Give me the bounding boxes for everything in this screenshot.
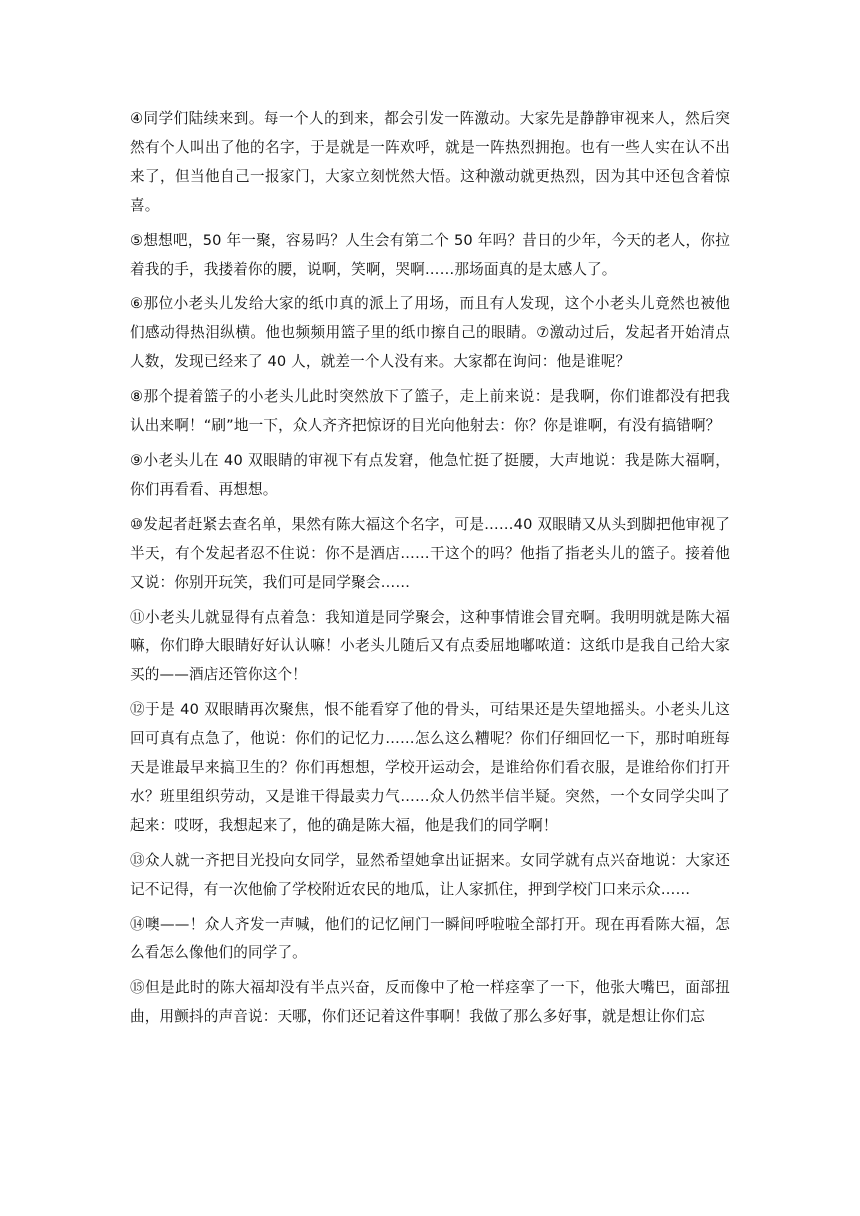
document-body [130,105,730,1038]
paragraph-6-7: ⑥那位小老头儿发给大家的纸巾真的派上了用场，而且有人发现，这个小老头儿竟然也被他们感动得热泪纵横。他也频频用篮子里的纸巾擦自己的眼睛。⑦激动过后，发起者开始清点人数，发现已经来了 40 人，就差一个人没有来。大家都在询问：他是谁呢？ [130,295,730,371]
paragraph-9: ⑨小老头儿在 40 双眼睛的审视下有点发窘，他急忙挺了挺腰，大声地说：我是陈大福啊，你们再看看、再想想。 [130,451,730,498]
paragraph-4: ④同学们陆续来到。每一个人的到来，都会引发一阵激动。大家先是静静审视来人，然后突然有个人叫出了他的名字，于是就是一阵欢呼，就是一阵热烈拥抱。也有一些人实在认不出来了，但当他自己一报家门，大家立刻恍然大悟。这种激动就更热烈，因为其中还包含着惊喜。 [130,110,730,214]
paragraph-14: ⑭噢——！众人齐发一声喊，他们的记忆闸门一瞬间呼啦啦全部打开。现在再看陈大福，怎么看怎么像他们的同学了。 [130,915,730,962]
paragraph-15: ⑮但是此时的陈大福却没有半点兴奋，反而像中了枪一样痉挛了一下，他张大嘴巴，面部扭曲，用颤抖的声音说：天哪，你们还记着这件事啊！我做了那么多好事，就是想让你们忘 [130,979,730,1026]
paragraph-11: ⑪小老头儿就显得有点着急：我知道是同学聚会，这种事情谁会冒充啊。我明明就是陈大福嘛，你们睁大眼睛好好认认嘛！小老头儿随后又有点委屈地嘟哝道：这纸巾是我自己给大家买的——酒店还管你这个！ [130,608,730,684]
paragraph-10: ⑩发起者赶紧去查名单，果然有陈大福这个名字，可是……40 双眼睛又从头到脚把他审视了半天，有个发起者忍不住说：你不是酒店……干这个的吗？他指了指老头儿的篮子。接着他又说：你别开玩笑，我们可是同学聚会…… [130,515,730,591]
paragraph-8: ⑧那个提着篮子的小老头儿此时突然放下了篮子，走上前来说：是我啊，你们谁都没有把我认出来啊！“刷”地一下，众人齐齐把惊讶的目光向他射去：你？你是谁啊，有没有搞错啊？ [130,388,730,435]
paragraph-12: ⑫于是 40 双眼睛再次聚焦，恨不能看穿了他的骨头，可结果还是失望地摇头。小老头儿这回可真有点急了，他说：你们的记忆力……怎么这么糟呢？你们仔细回忆一下，那时咱班每天是谁最早来搞卫生的？你们再想想，学校开运动会，是谁给你们看衣服，是谁给你们打开水？班里组织劳动，又是谁干得最卖力气……众人仍然半信半疑。突然，一个女同学尖叫了起来：哎呀，我想起来了，他的确是陈大福，他是我们的同学啊！ [130,701,730,834]
paragraph-13: ⑬众人就一齐把目光投向女同学，显然希望她拿出证据来。女同学就有点兴奋地说：大家还记不记得，有一次他偷了学校附近农民的地瓜，让人家抓住，押到学校门口来示众…… [130,851,730,898]
paragraph-5: ⑤想想吧，50 年一聚，容易吗？人生会有第二个 50 年吗？昔日的少年，今天的老人，你拉着我的手，我搂着你的腰，说啊，笑啊，哭啊……那场面真的是太感人了。 [130,231,730,278]
